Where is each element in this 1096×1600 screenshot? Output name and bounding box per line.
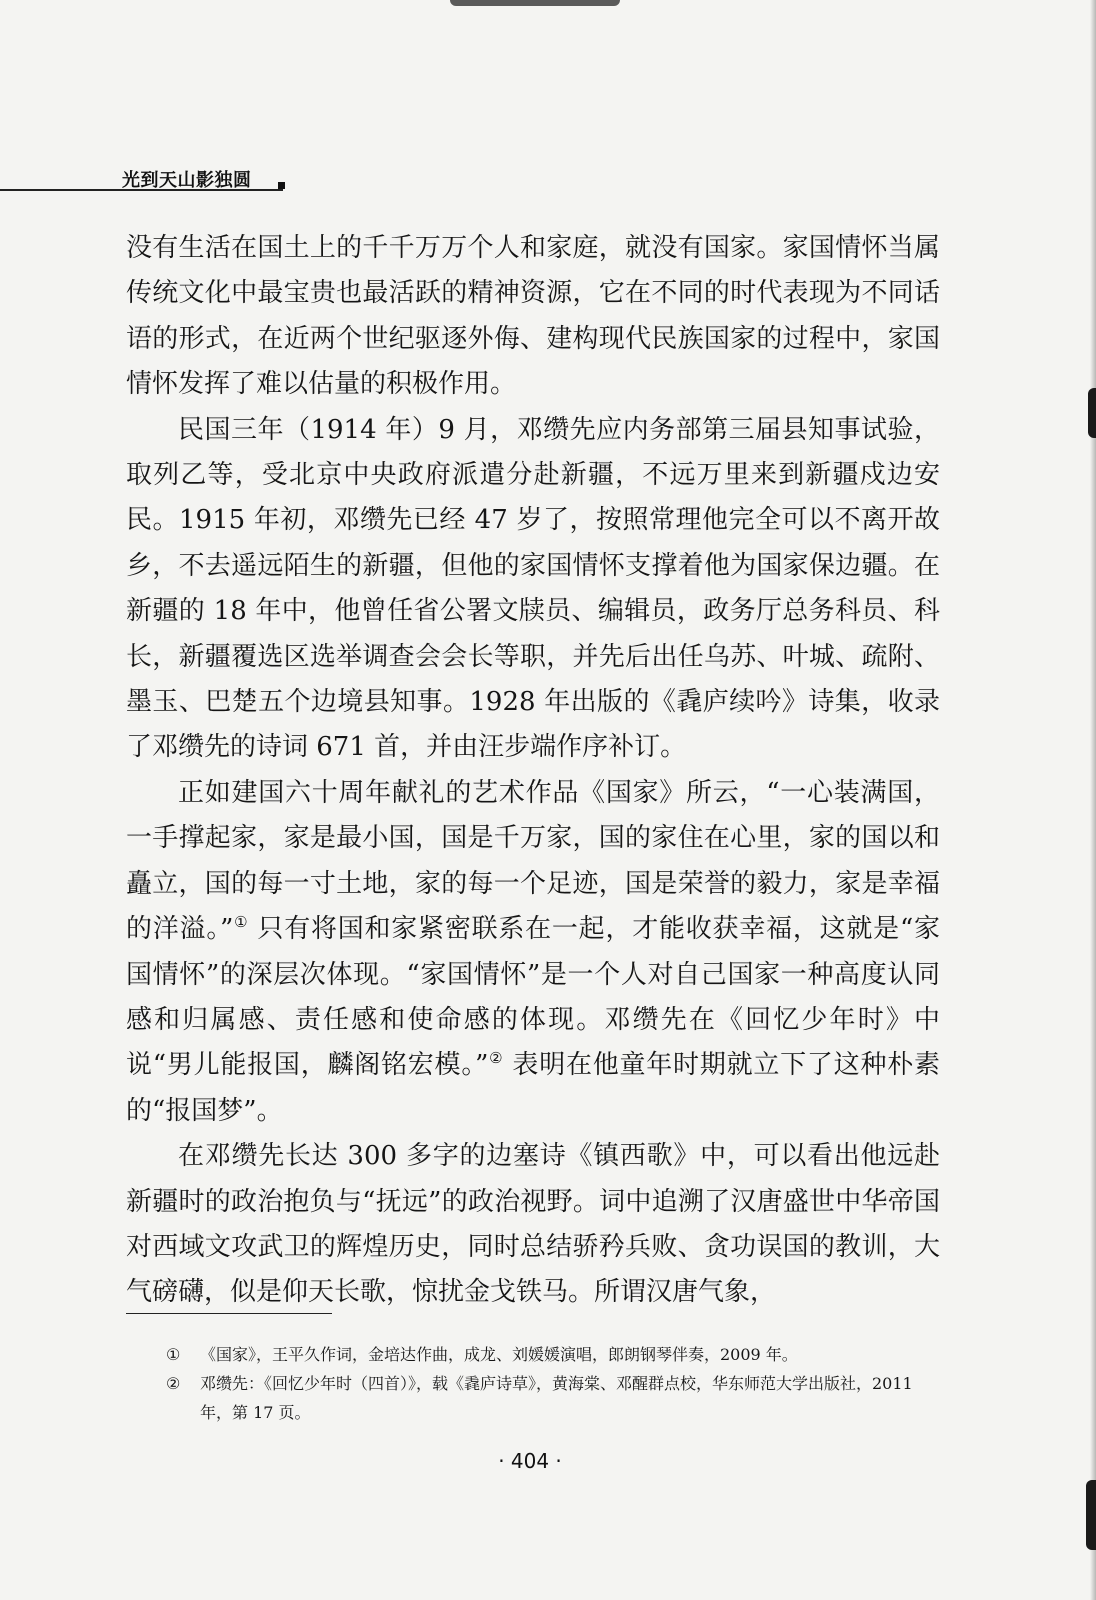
scan-edge-blob xyxy=(1088,388,1096,438)
page-number: · 404 · xyxy=(498,1449,562,1473)
running-header: 光到天山影独圆 xyxy=(122,170,252,191)
scan-smudge xyxy=(450,0,620,6)
paragraph-3 xyxy=(126,771,940,1134)
header-rule xyxy=(0,189,283,191)
body-text xyxy=(126,226,940,1316)
header-square-mark xyxy=(278,182,285,189)
paragraph-4: 在邓缵先长达 300 多字的边塞诗《镇西歌》中，可以看出他远赴新疆时的政治抱负与“抚远”的政治视野。词中追溯了汉唐盛世中华帝国对西域文攻武卫的辉煌历史，同时总结骄矜兵败、贪功误国的教训，大气磅礴，似是仰天长歌，惊扰金戈铁马。所谓汉唐气象， xyxy=(126,1141,940,1308)
paragraph-2: 民国三年（1914 年）9 月，邓缵先应内务部第三届县知事试验，取列乙等，受北京中央政府派遣分赴新疆，不远万里来到新疆戍边安民。1915 年初，邓缵先已经 47 岁了，按照常理他完全可以不离开故乡，不去遥远陌生的新疆，但他的家国情怀支撑着他为国家保边疆。在新疆的 18 年中，他曾任省公署文牍员、编辑员，政务厅总务科员、科长，新疆覆选区选举调查会会长等职，并先后出任乌苏、叶城、疏附、墨玉、巴楚五个边境县知事。1928 年出版的《毳庐续吟》诗集，收录了邓缵先的诗词 671 首，并由汪步端作序补订。 xyxy=(126,414,940,763)
footnote-1-mark: ① xyxy=(166,1345,181,1364)
footnotes xyxy=(166,1340,946,1427)
paragraph-3-part-2: 只有将国和家紧密联系在一起，才能收获幸福，这就是“家国情怀”的深层次体现。“家国情怀”是一个人对自己国家一种高度认同感和归属感、责任感和使命感的体现。邓缵先在《回忆少年时》中说“男儿能报国，麟阁铭宏模。” xyxy=(126,914,941,1081)
paragraph-3-part-3: 表明在他童年时期就立下了这种朴素的“报国梦”。 xyxy=(126,1050,940,1126)
paragraph-1: 没有生活在国土上的千千万万个人和家庭，就没有国家。家国情怀当属传统文化中最宝贵也最活跃的精神资源，它在不同的时代表现为不同话语的形式，在近两个世纪驱逐外侮、建构现代民族国家的过程中，家国情怀发挥了难以估量的积极作用。 xyxy=(126,233,940,400)
footnote-2 xyxy=(166,1369,946,1427)
footnote-1 xyxy=(166,1340,946,1369)
footnote-1-text: 《国家》，王平久作词，金培达作曲，成龙、刘媛媛演唱，郎朗钢琴伴奏，2009 年。 xyxy=(200,1345,798,1364)
footnote-2-text: 邓缵先：《回忆少年时（四首）》，载《毳庐诗草》，黄海棠、邓醒群点校，华东师范大学出版社，2011 年，第 17 页。 xyxy=(200,1374,913,1422)
footnote-ref-2[interactable]: ② xyxy=(488,1049,504,1068)
footnote-ref-1[interactable]: ① xyxy=(233,913,249,932)
footnote-rule xyxy=(126,1313,332,1314)
footnote-2-mark: ② xyxy=(166,1374,181,1393)
scan-edge-shadow xyxy=(1090,0,1096,1600)
paragraph-3-part-1: 正如建国六十周年献礼的艺术作品《国家》所云，“一心装满国，一手撑起家，家是最小国，国是千万家，国的家住在心里，家的国以和矗立，国的每一寸土地，家的每一个足迹，国是荣誉的毅力，家是幸福的洋溢。” xyxy=(126,777,940,945)
scan-edge-blob xyxy=(1086,1480,1096,1550)
